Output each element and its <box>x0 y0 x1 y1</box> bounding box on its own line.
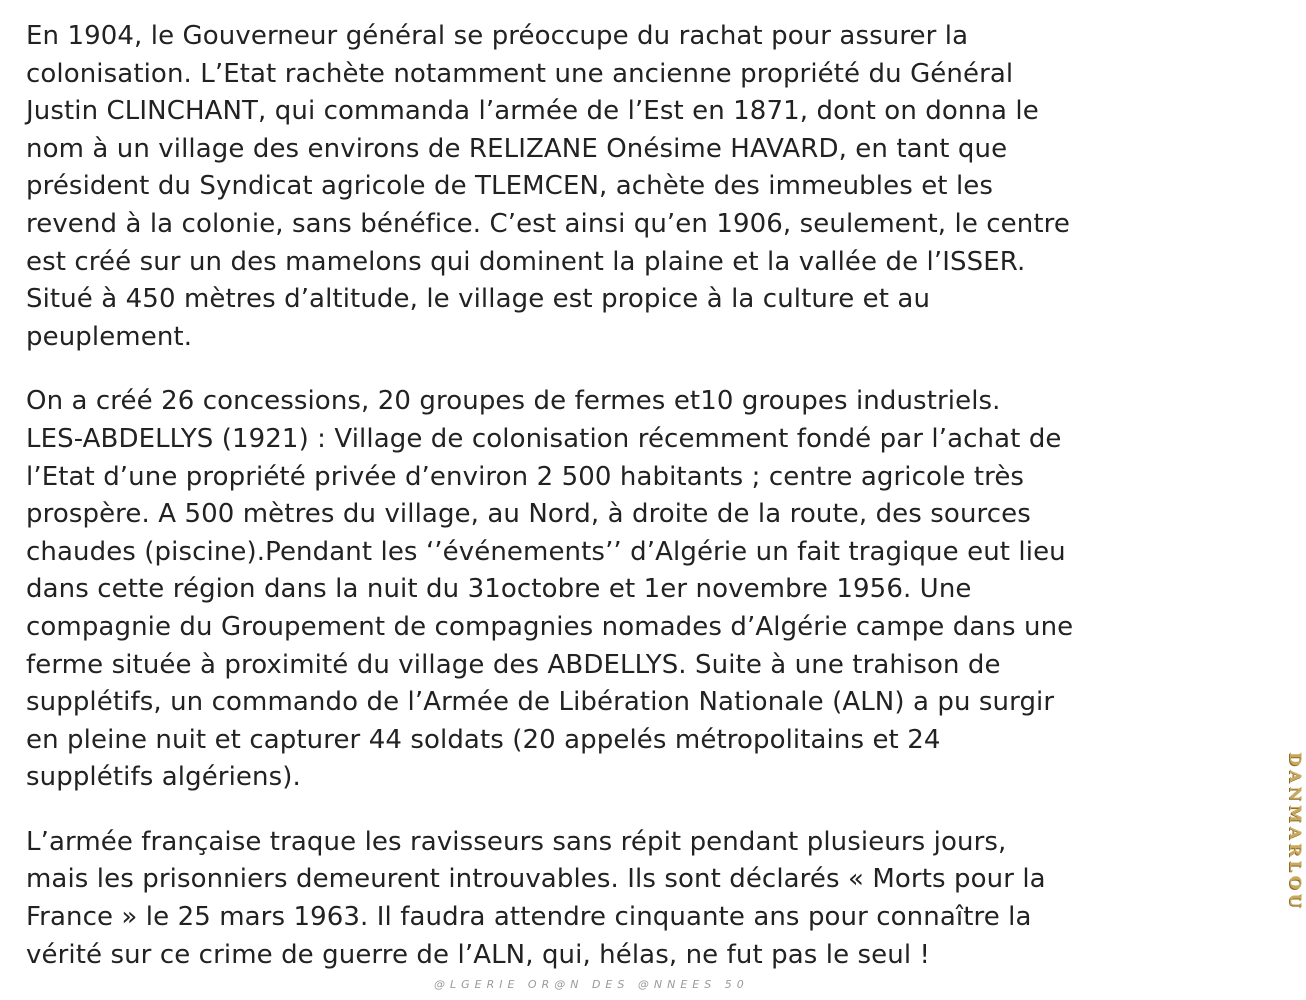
paragraph-2: On a créé 26 concessions, 20 groupes de fermes et10 groupes industriels. LES-ABDELLYS (1921) : Village de colonisation récemment fondé par l’achat de l’Etat d’une propriété privée d’environ 2 500 habitants ; centre agricole très prospère. A 500 mètres du village, au Nord, à droite de la route, des sources chaudes (piscine).Pendant les ‘’événements’’ d’Algérie un fait tragique eut lieu dans cette région dans la nuit du 31octobre et 1er novembre 1956. Une compagnie du Groupement de compagnies nomades d’Algérie campe dans une ferme située à proximité du village des ABDELLYS. Suite à une trahison de supplétifs, un commando de l’Armée de Libération Nationale (ALN) a pu surgir en pleine nuit et capturer 44 soldats (20 appelés métropolitains et 24 supplétifs algériens). <box>26 386 1074 793</box>
bottom-watermark: @LGERIE OR@N DES @NNEES 50 <box>434 978 749 991</box>
article-body <box>26 18 1256 974</box>
paragraph-1: En 1904, le Gouverneur général se préoccupe du rachat pour assurer la colonisation. L’Etat rachète notamment une ancienne propriété du Général Justin CLINCHANT, qui commanda l’armée de l’Est en 1871, dont on donna le nom à un village des environs de RELIZANE Onésime HAVARD, en tant que président du Syndicat agricole de TLEMCEN, achète des immeubles et les revend à la colonie, sans bénéfice. C’est ainsi qu’en 1906, seulement, le centre est créé sur un des mamelons qui dominent la plaine et la vallée de l’ISSER. Situé à 450 mètres d’altitude, le village est propice à la culture et au peuplement. <box>26 21 1070 352</box>
paragraph-3: L’armée française traque les ravisseurs sans répit pendant plusieurs jours, mais les prisonniers demeurent introuvables. Ils sont déclarés « Morts pour la France » le 25 mars 1963. Il faudra attendre cinquante ans pour connaître la vérité sur ce crime de guerre de l’ALN, qui, hélas, ne fut pas le seul ! <box>26 826 1046 970</box>
side-watermark: DANMARLOU <box>1286 752 1305 912</box>
